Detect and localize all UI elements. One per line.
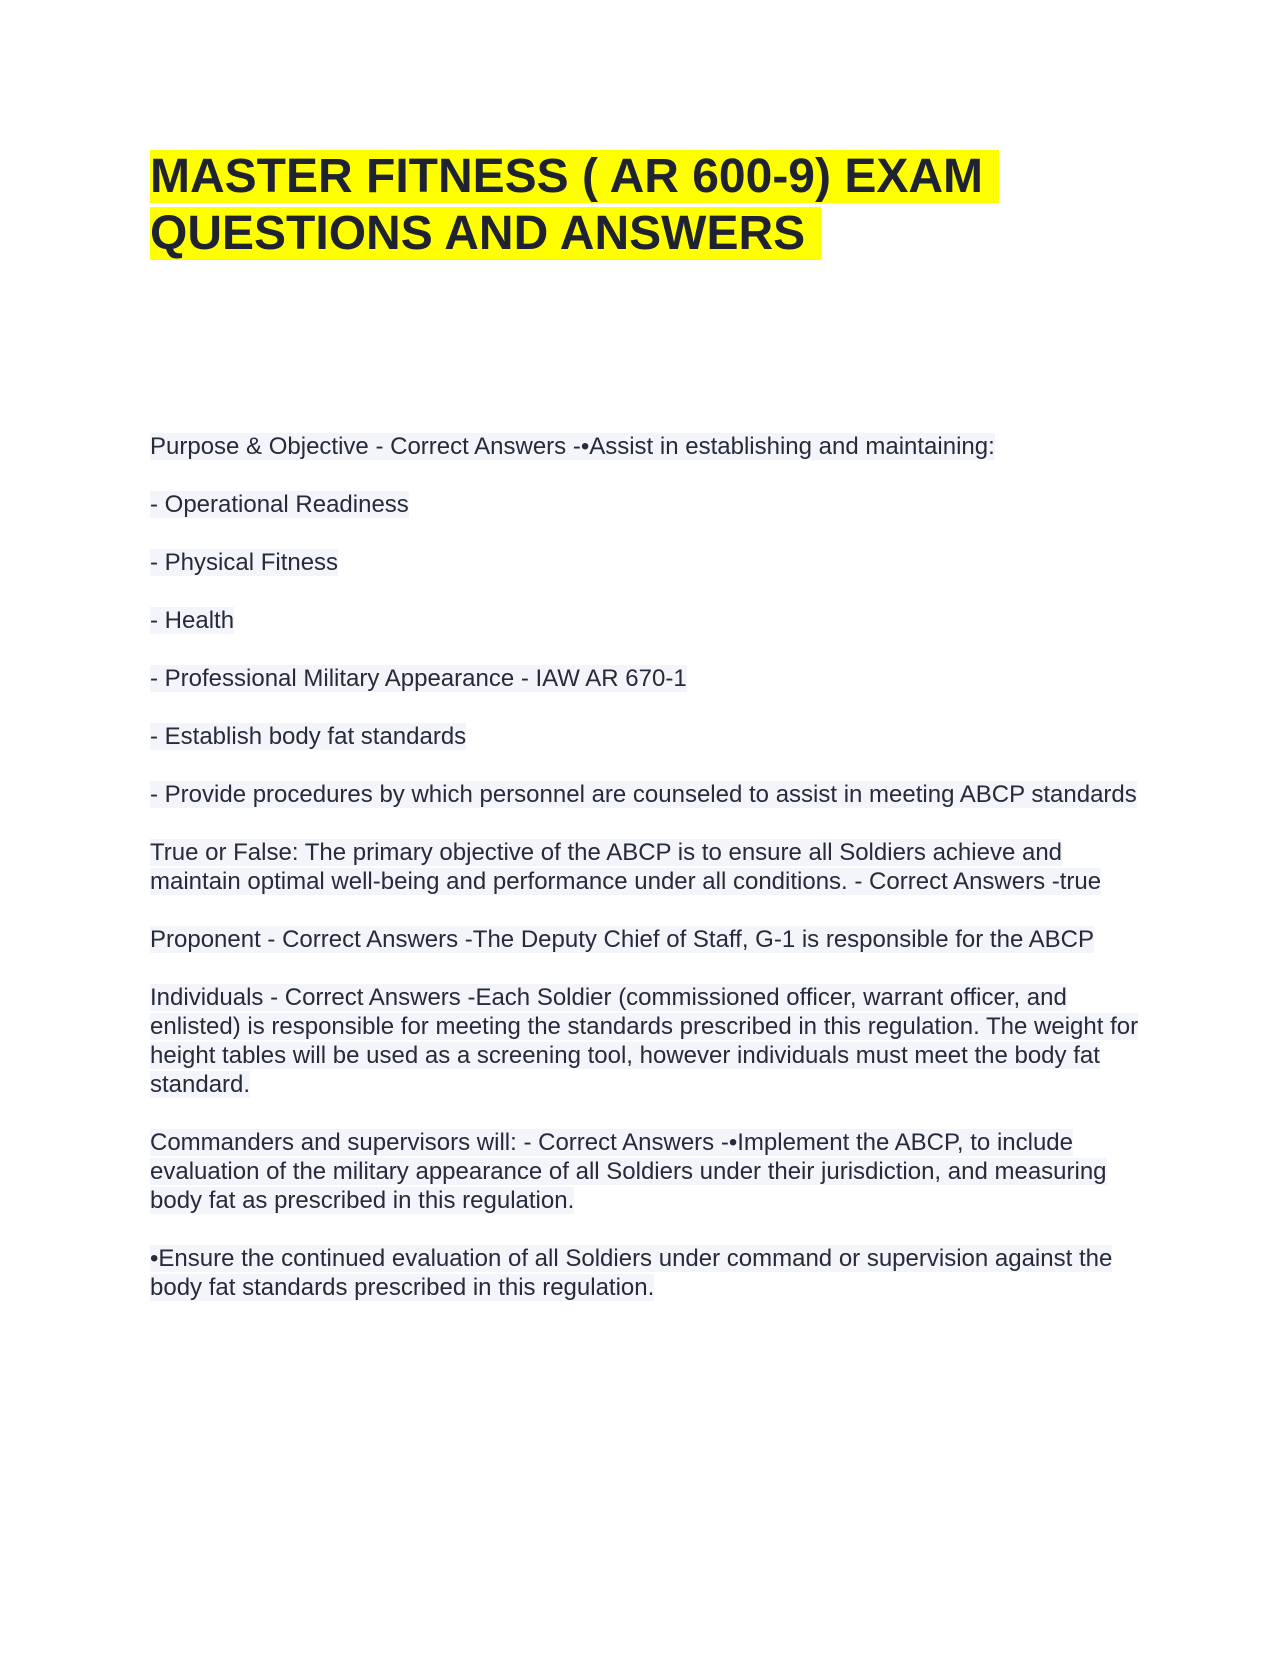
paragraph-individuals: Individuals - Correct Answers -Each Soldier (commissioned officer, warrant officer, and enlisted) is responsible for meeting the standards prescribed in this regulation. The weight for height tables will be used as a screening tool, however individuals must meet the body fat standard.: [150, 984, 1139, 1098]
paragraph-operational-readiness: - Operational Readiness: [150, 491, 409, 518]
document-title: [150, 148, 1150, 262]
paragraph-counseling-procedures: - Provide procedures by which personnel are counseled to assist in meeting ABCP standards: [150, 781, 1137, 808]
paragraph-body-fat-standards: - Establish body fat standards: [150, 723, 467, 750]
paragraph-commanders: Commanders and supervisors will: - Correct Answers -•Implement the ABCP, to include evaluation of the military appearance of all Soldiers under their jurisdiction, and measuring body fat as prescribed in this regulation.: [150, 1129, 1107, 1214]
title-line-2: QUESTIONS AND ANSWERS: [150, 207, 806, 260]
title-highlight: [150, 150, 999, 260]
paragraph-proponent: Proponent - Correct Answers -The Deputy Chief of Staff, G-1 is responsible for the ABCP: [150, 926, 1094, 953]
paragraph-purpose: Purpose & Objective - Correct Answers -•Assist in establishing and maintaining:: [150, 433, 995, 460]
document-header: [150, 148, 1150, 262]
paragraph-continued-evaluation: •Ensure the continued evaluation of all Soldiers under command or supervision against the body fat standards prescribed in this regulation.: [150, 1245, 1113, 1301]
paragraph-true-false: True or False: The primary objective of the ABCP is to ensure all Soldiers achieve and maintain optimal well-being and performance under all conditions. - Correct Answers -true: [150, 839, 1102, 895]
paragraph-physical-fitness: - Physical Fitness: [150, 549, 339, 576]
document-body: [150, 432, 1150, 1331]
paragraph-health: - Health: [150, 607, 235, 634]
paragraph-military-appearance: - Professional Military Appearance - IAW AR 670-1: [150, 665, 687, 692]
title-line-1: MASTER FITNESS ( AR 600-9) EXAM: [150, 150, 983, 203]
